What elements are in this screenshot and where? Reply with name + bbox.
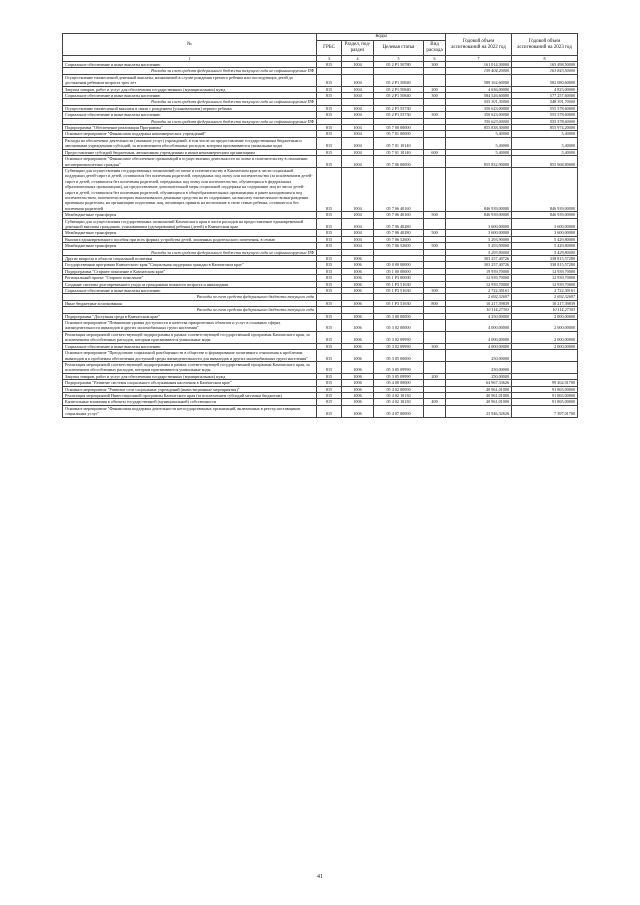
row-grbs: 815 [317,93,342,99]
row-target: 05 1 00 00000 [374,268,424,274]
table-row [63,350,578,362]
row-volume-2022: 19 939,70000 [446,268,512,274]
row-grbs: 815 [317,262,342,268]
row-vid [424,74,446,86]
row-razdel: 1006 [342,331,374,343]
row-razdel: 1004 [342,125,374,131]
row-razdel: 1006 [342,386,374,392]
row-volume-2023: 2 692,32697 [512,294,578,300]
row-name: Расходы на обеспечение деятельности (оказание услуг) учреждений, в том числе на предоставление государственным бюджетным и автономным учреждениям субсидий, за исключением обособленных расходов, которым присваиваются уникальные коды [63,137,317,149]
row-volume-2023: 846 939,00000 [512,167,578,211]
row-vid: 600 [424,149,446,155]
header-name: № [63,34,317,56]
row-razdel: 1004 [342,156,374,168]
row-volume-2023: 165 498,50000 [512,62,578,68]
row-name: Реализация мероприятий Инвестиционной программы Камчатского края (за исключением субсидий местным бюджетам) [63,392,317,398]
header-codes-group: Коды [317,34,446,41]
row-vid [424,331,446,343]
row-grbs: 815 [317,125,342,131]
row-target: 05 7 06 40160 [374,167,424,211]
row-volume-2022: 846 939,00000 [446,212,512,218]
row-name: Расходы за счет средств федерального бюджета текущего года не софинансируемые ПФ [63,68,317,74]
row-grbs: 815 [317,275,342,281]
row-volume-2022: 10 217,39839 [446,300,512,306]
row-target: 05 2 P1 55730 [374,112,424,118]
row-target: 05 7 06 40280 [374,218,424,230]
table-row [63,331,578,343]
row-razdel: 1006 [342,275,374,281]
row-name: Основное мероприятие "Развитие сети социальных учреждений (инвестиционные мероприятия)" [63,386,317,392]
row-name: Субвенции для осуществления государственных полномочий Камчатского края в части расходов на предоставление единовременной денежной выплаты гражданам, усыновившим (удочерившим) ребенка (детей) в Камчатском крае [63,218,317,230]
row-volume-2023 [512,350,578,362]
row-volume-2022: 350 623,00000 [446,118,512,124]
table-row [63,218,578,230]
row-name: Расходы за счет средств федерального бюджета текущего года [63,294,317,300]
row-razdel: 1006 [342,380,374,386]
row-volume-2022: 3 600,00000 [446,230,512,236]
row-name: Подпрограмма "Обеспечение реализации Программы" [63,125,317,131]
row-grbs: 815 [317,86,342,92]
row-grbs: 815 [317,361,342,373]
row-volume-2022: 555 301,30000 [446,99,512,105]
row-grbs: 815 [317,343,342,349]
row-razdel: 1006 [342,399,374,405]
row-vid [424,218,446,230]
row-vid [424,320,446,332]
index-cell: 5 [374,56,424,62]
table-row [63,137,578,149]
row-name: Подпрограмма "Развитие системы социального обслуживания населения в Камчатском крае" [63,380,317,386]
row-razdel: 1004 [342,218,374,230]
row-name: Подпрограмма "Старшее поколение в Камчатском крае" [63,268,317,274]
row-vid: 500 [424,212,446,218]
row-volume-2022: 855 838,30000 [446,125,512,131]
row-volume-2023: 555 578,60000 [512,105,578,111]
row-target: 05 2 P1 50780 [374,62,424,68]
row-razdel: 1006 [342,343,374,349]
row-name: Осуществление ежемесячной выплаты в связи с рождением (усыновлением) первого ребенка [63,105,317,111]
header-vid: Вид расхода [424,41,446,56]
row-volume-2023: 5,40000 [512,137,578,149]
row-target: 05 3 02 09990 [374,343,424,349]
row-volume-2022: 250,00000 [446,361,512,373]
row-volume-2023: 12 939,70000 [512,268,578,274]
row-target: 05 7 01 10140 [374,137,424,149]
row-name: Государственная программа Камчатского края "Социальная поддержка граждан в Камчатском крае" [63,262,317,268]
index-cell: 1 [63,56,317,62]
row-razdel: 1004 [342,212,374,218]
row-volume-2023: 2 000,00000 [512,313,578,319]
row-volume-2022: 23 946,32626 [446,405,512,417]
row-grbs: 815 [317,131,342,137]
row-vid: 500 [424,243,446,249]
row-razdel: 1004 [342,86,374,92]
row-volume-2022: 250,00000 [446,350,512,362]
row-grbs: 815 [317,313,342,319]
row-grbs: 815 [317,386,342,392]
table-row [63,167,578,211]
row-target: 05 1 P3 00000 [374,275,424,281]
row-volume-2022: 40 961,01000 [446,392,512,398]
row-name: Межбюджетные трансферты [63,230,317,236]
row-vid: 300 [424,288,446,294]
row-target: 05 2 P1 55730 [374,105,424,111]
row-name: Расходы за счет средств федерального бюджета текущего года [63,307,317,313]
row-razdel: 1004 [342,112,374,118]
row-name: Социальное обеспечение и иные выплаты населению [63,62,317,68]
row-volume-2023: 91 865,00000 [512,392,578,398]
index-cell: 7 [446,56,512,62]
row-volume-2023: 4 823,00000 [512,86,578,92]
row-volume-2022: 350 623,00000 [446,105,512,111]
row-grbs: 815 [317,288,342,294]
row-volume-2023: 2 722,30161 [512,288,578,294]
row-target: 05 7 00 00000 [374,125,424,131]
row-name: Другие вопросы в области социальной политики [63,256,317,262]
row-grbs: 815 [317,218,342,230]
row-name: Социальное обеспечение и иные выплаты населению [63,112,317,118]
row-vid: 200 [424,373,446,379]
row-vid [424,167,446,211]
row-volume-2022: 4 636,00000 [446,86,512,92]
row-volume-2022: 10 114,27303 [446,307,512,313]
index-cell: 3 [317,56,342,62]
row-volume-2022: 4 250,00000 [446,313,512,319]
row-grbs: 815 [317,331,342,343]
row-target: 05 7 06 52600 [374,236,424,242]
row-volume-2022: 3 600,00000 [446,218,512,230]
row-volume-2023: 338 815,57280 [512,262,578,268]
row-target: 05 3 05 09990 [374,361,424,373]
row-name: Субвенции для осуществления государственных полномочий по опеке и попечительству в Камчатском крае в части социальной поддержки детей-сирот и детей, оставшихся без попечения родителей, переданных под опеку или попечительство (за исключением детей-сирот и детей, оставшихся без попечения родителей, переданных под опеку или попечительство, обучающихся в федеральных образовательных организациях), на предоставление дополнительной меры социальной поддержки на содержание лиц из числа детей-сирот и детей, оставшихся без попечения родителей, обучающихся в общеобразовательных организациях и ранее находившихся под попечительством, попечители которых выплачивались денежные средства на их содержание, на выплату ежемесячного вознаграждения приемным родителям, на организацию подготовки лиц, желающих принять на воспитание в свою семью ребенка, оставшегося без попечения родителей [63,167,317,211]
row-vid [424,137,446,149]
row-vid: 300 [424,62,446,68]
row-target: 05 2 P1 50840 [374,93,424,99]
row-vid [424,405,446,417]
row-volume-2023: 5 429,80000 [512,243,578,249]
row-vid: 800 [424,300,446,306]
row-volume-2022: 303 257,40726 [446,262,512,268]
row-name: Капитальные вложения в объекты государственной (муниципальной) собственности [63,399,317,405]
row-target: 05 7 01 10140 [374,149,424,155]
row-name: Закупка товаров, работ и услуг для обеспечения государственных (муниципальных) нужд [63,373,317,379]
row-razdel: 1004 [342,93,374,99]
row-grbs: 815 [317,156,342,168]
row-razdel: 1006 [342,300,374,306]
row-name: Основное мероприятие "Финансовая поддержка некоммерческих учреждений" [63,131,317,137]
row-razdel: 1004 [342,230,374,236]
row-target: 05 1 P3 51630 [374,300,424,306]
row-name: Региональный проект "Старшее поколение" [63,275,317,281]
index-cell: 4 [342,56,374,62]
row-grbs: 815 [317,149,342,155]
row-volume-2023: 99 262,01700 [512,380,578,386]
row-target: 05 7 06 40160 [374,212,424,218]
row-razdel: 1004 [342,105,374,111]
row-grbs: 815 [317,112,342,118]
row-volume-2023: 555 578,60000 [512,112,578,118]
row-vid: 300 [424,93,446,99]
row-volume-2022: 250,00000 [446,373,512,379]
header-grbs: ГРБС [317,41,342,56]
row-volume-2022: 5 293,90000 [446,243,512,249]
row-grbs: 815 [317,243,342,249]
row-name: Создание системы долговременного ухода за гражданами пожилого возраста и инвалидами [63,281,317,287]
row-name: Основное мероприятие "Повышение уровня доступности и качества приоритетных объектов и услуг в основных сферах жизнедеятельности инвалидов и других маломобильных групп населения" [63,320,317,332]
row-target: 05 1 P3 51630 [374,281,424,287]
row-grbs: 815 [317,281,342,287]
row-razdel: 1006 [342,262,374,268]
row-razdel: 1004 [342,149,374,155]
row-razdel: 1006 [342,281,374,287]
row-volume-2023: 2 000,00000 [512,331,578,343]
row-target: 05 3 00 00000 [374,313,424,319]
row-name: Реализация мероприятий соответствующей подпрограммы в рамках соответствующей государственной программы Камчатского края, за исключением обособленных расходов, которым присваиваются уникальные коды [63,331,317,343]
row-grbs: 815 [317,256,342,262]
row-volume-2023: 548 391,70000 [512,99,578,105]
row-name: Межбюджетные трансферты [63,243,317,249]
row-target: 05 4 07 00000 [374,405,424,417]
table-body [63,62,578,418]
row-razdel: 1006 [342,256,374,262]
row-target: 05 4 02 10130 [374,392,424,398]
row-grbs: 815 [317,300,342,306]
table-row [63,156,578,168]
row-grbs: 815 [317,350,342,362]
row-vid [424,361,446,373]
row-grbs: 815 [317,320,342,332]
row-target: 05 4 00 00000 [374,380,424,386]
row-vid: 400 [424,399,446,405]
row-target: 05 0 00 00000 [374,262,424,268]
row-target: 05 3 02 00000 [374,320,424,332]
row-razdel: 1006 [342,373,374,379]
row-razdel: 1004 [342,243,374,249]
row-grbs: 815 [317,105,342,111]
budget-table [62,33,578,418]
row-volume-2023: 5,40000 [512,131,578,137]
row-volume-2022: 846 939,00000 [446,167,512,211]
row-grbs: 815 [317,236,342,242]
row-razdel: 1004 [342,62,374,68]
page-number: 41 [317,874,323,880]
row-volume-2023: 555 578,60000 [512,118,578,124]
row-target: 05 3 05 00000 [374,350,424,362]
row-volume-2022: 2 722,30161 [446,288,512,294]
row-razdel: 1006 [342,320,374,332]
row-volume-2022: 161 014,30000 [446,62,512,68]
row-razdel: 1004 [342,167,374,211]
row-volume-2022: 5 293,90000 [446,249,512,255]
index-cell: 6 [424,56,446,62]
row-grbs: 815 [317,399,342,405]
row-name: Расходы за счет средств федерального бюджета текущего года не софинансируемые ПФ [63,99,317,105]
row-razdel: 1006 [342,392,374,398]
row-volume-2023: 2 000,00000 [512,343,578,349]
row-volume-2023: 2 000,00000 [512,320,578,332]
row-target: 05 1 P3 51630 [374,288,424,294]
row-volume-2023: 582 080,60000 [512,74,578,86]
row-grbs: 815 [317,405,342,417]
row-name: Социальное обеспечение и иные выплаты населению [63,343,317,349]
table-row [63,405,578,417]
row-volume-2023: 846 939,00000 [512,212,578,218]
table-row [63,320,578,332]
row-name: Основное мероприятие "Преодоление социальной разобщенности в обществе и формирование позитивного отношения к проблемам инвалидов и к проблемам обеспечения доступной среды жизнедеятельности для инвалидов и других маломобильных групп населения" [63,350,317,362]
header-volume-2022: Годовой объем ассигнований на 2022 год [446,34,512,56]
row-razdel: 1004 [342,74,374,86]
row-volume-2022: 303 257,40726 [446,256,512,262]
header-target: Целевая статья [374,41,424,56]
row-volume-2022: 584 526,60000 [446,93,512,99]
row-grbs: 815 [317,212,342,218]
row-volume-2022: 12 939,70000 [446,275,512,281]
row-volume-2023: 3 600,00000 [512,230,578,236]
row-target: 05 2 P1 50840 [374,86,424,92]
row-volume-2022: 12 939,70000 [446,281,512,287]
row-vid [424,350,446,362]
row-volume-2023: 12 939,70000 [512,275,578,281]
row-target: 05 7 01 00000 [374,131,424,137]
row-vid: 200 [424,86,446,92]
row-volume-2023: 163 843,50000 [512,68,578,74]
row-name: Социальное обеспечение и иные выплаты населению [63,288,317,294]
row-volume-2022: 350 623,00000 [446,112,512,118]
row-volume-2022: 2 692,32697 [446,294,512,300]
row-target: 05 4 02 10130 [374,399,424,405]
row-name: Межбюджетные трансферты [63,212,317,218]
row-grbs: 815 [317,268,342,274]
row-target: 05 7 06 40280 [374,230,424,236]
row-name: Расходы за счет средств федерального бюджета текущего года не софинансируемые ПФ [63,118,317,124]
row-vid: 500 [424,230,446,236]
row-grbs: 815 [317,230,342,236]
row-grbs: 815 [317,392,342,398]
row-razdel: 1006 [342,313,374,319]
row-target: 05 7 06 52600 [374,243,424,249]
table-row [63,361,578,373]
row-target: 05 3 05 09990 [374,373,424,379]
row-volume-2023: 91 865,00000 [512,386,578,392]
row-name: Закупка товаров, работ и услуг для обеспечения государственных (муниципальных) нужд [63,86,317,92]
row-volume-2022: 4 000,00000 [446,331,512,343]
row-volume-2022: 5,40000 [446,149,512,155]
row-grbs: 815 [317,373,342,379]
row-volume-2022: 5 293,90000 [446,236,512,242]
row-volume-2023: 12 939,70000 [512,281,578,287]
row-volume-2023: 338 815,57280 [512,256,578,262]
row-razdel: 1004 [342,137,374,149]
row-target: 05 4 02 00000 [374,386,424,392]
row-name: Социальное обеспечение и иные выплаты населению [63,93,317,99]
row-razdel: 1004 [342,236,374,242]
row-razdel: 1006 [342,405,374,417]
row-volume-2023: 10 217,39839 [512,300,578,306]
row-name: Выплата единовременного пособия при всех формах устройства детей, лишенных родительского попечения, в семью [63,236,317,242]
index-cell: 8 [512,56,578,62]
row-razdel: 1006 [342,288,374,294]
row-volume-2022: 855 832,90000 [446,156,512,168]
row-grbs: 815 [317,62,342,68]
row-volume-2022: 589 162,60000 [446,74,512,86]
row-razdel: 1006 [342,361,374,373]
row-name: Подпрограмма "Доступная среда в Камчатском крае" [63,313,317,319]
row-grbs: 815 [317,74,342,86]
row-volume-2022: 4 000,00000 [446,320,512,332]
row-name: Расходы за счет средств федерального бюджета текущего года не софинансируемые ПФ [63,249,317,255]
row-volume-2023: 3 600,00000 [512,218,578,230]
row-volume-2022: 64 967,33626 [446,380,512,386]
row-volume-2022: 5,40000 [446,131,512,137]
row-target: 05 7 06 00000 [374,156,424,168]
row-volume-2023: 5 429,80000 [512,236,578,242]
table-row [63,74,578,86]
row-volume-2022: 40 961,01000 [446,399,512,405]
row-volume-2023 [512,361,578,373]
row-volume-2023: 855 974,20000 [512,125,578,131]
row-volume-2023: 91 865,00000 [512,399,578,405]
row-volume-2022: 159 404,20000 [446,68,512,74]
row-volume-2023: 5,40000 [512,149,578,155]
row-volume-2023: 7 397,01700 [512,405,578,417]
row-volume-2023: 10 114,27303 [512,307,578,313]
row-target: 05 3 02 09990 [374,331,424,343]
row-razdel: 1006 [342,268,374,274]
row-volume-2022: 40 961,01000 [446,386,512,392]
row-volume-2023: 855 968,80000 [512,156,578,168]
row-name: Основное мероприятие "Финансовое обеспечение организаций в осуществлении деятельности по опеке и попечительству в отношении несовершеннолетних граждан" [63,156,317,168]
row-volume-2022: 5,40000 [446,137,512,149]
row-vid [424,156,446,168]
row-name: Предоставление субсидий бюджетным, автономным учреждениям и иным некоммерческим организациям [63,149,317,155]
row-volume-2023: 5 429,80000 [512,249,578,255]
row-target: 05 2 P1 50840 [374,74,424,86]
row-name: Основное мероприятие "Финансовая поддержка деятельности негосударственных организаций, включенных в реестр поставщиков социальных услуг" [63,405,317,417]
row-grbs: 815 [317,137,342,149]
row-razdel: 1006 [342,350,374,362]
row-volume-2022: 4 000,00000 [446,343,512,349]
header-razdel: Раздел, под-раздел [342,41,374,56]
row-name: Реализация мероприятий соответствующей подпрограммы в рамках соответствующей государственной программы Камчатского края, за исключением обособленных расходов, которым присваиваются уникальные коды [63,361,317,373]
row-grbs: 815 [317,167,342,211]
row-razdel: 1004 [342,131,374,137]
row-grbs: 815 [317,380,342,386]
row-vid: 300 [424,112,446,118]
row-volume-2023: 577 257,60000 [512,93,578,99]
header-volume-2023: Годовой объем ассигнований на 2023 год [512,34,578,56]
row-vid: 300 [424,343,446,349]
row-name: Осуществление ежемесячной денежной выплаты, назначаемой в случае рождения третьего ребенка или последующих детей до достижения ребенком возраста трех лет [63,74,317,86]
header-row-top [63,34,578,41]
row-name: Иные бюджетные ассигнования [63,300,317,306]
